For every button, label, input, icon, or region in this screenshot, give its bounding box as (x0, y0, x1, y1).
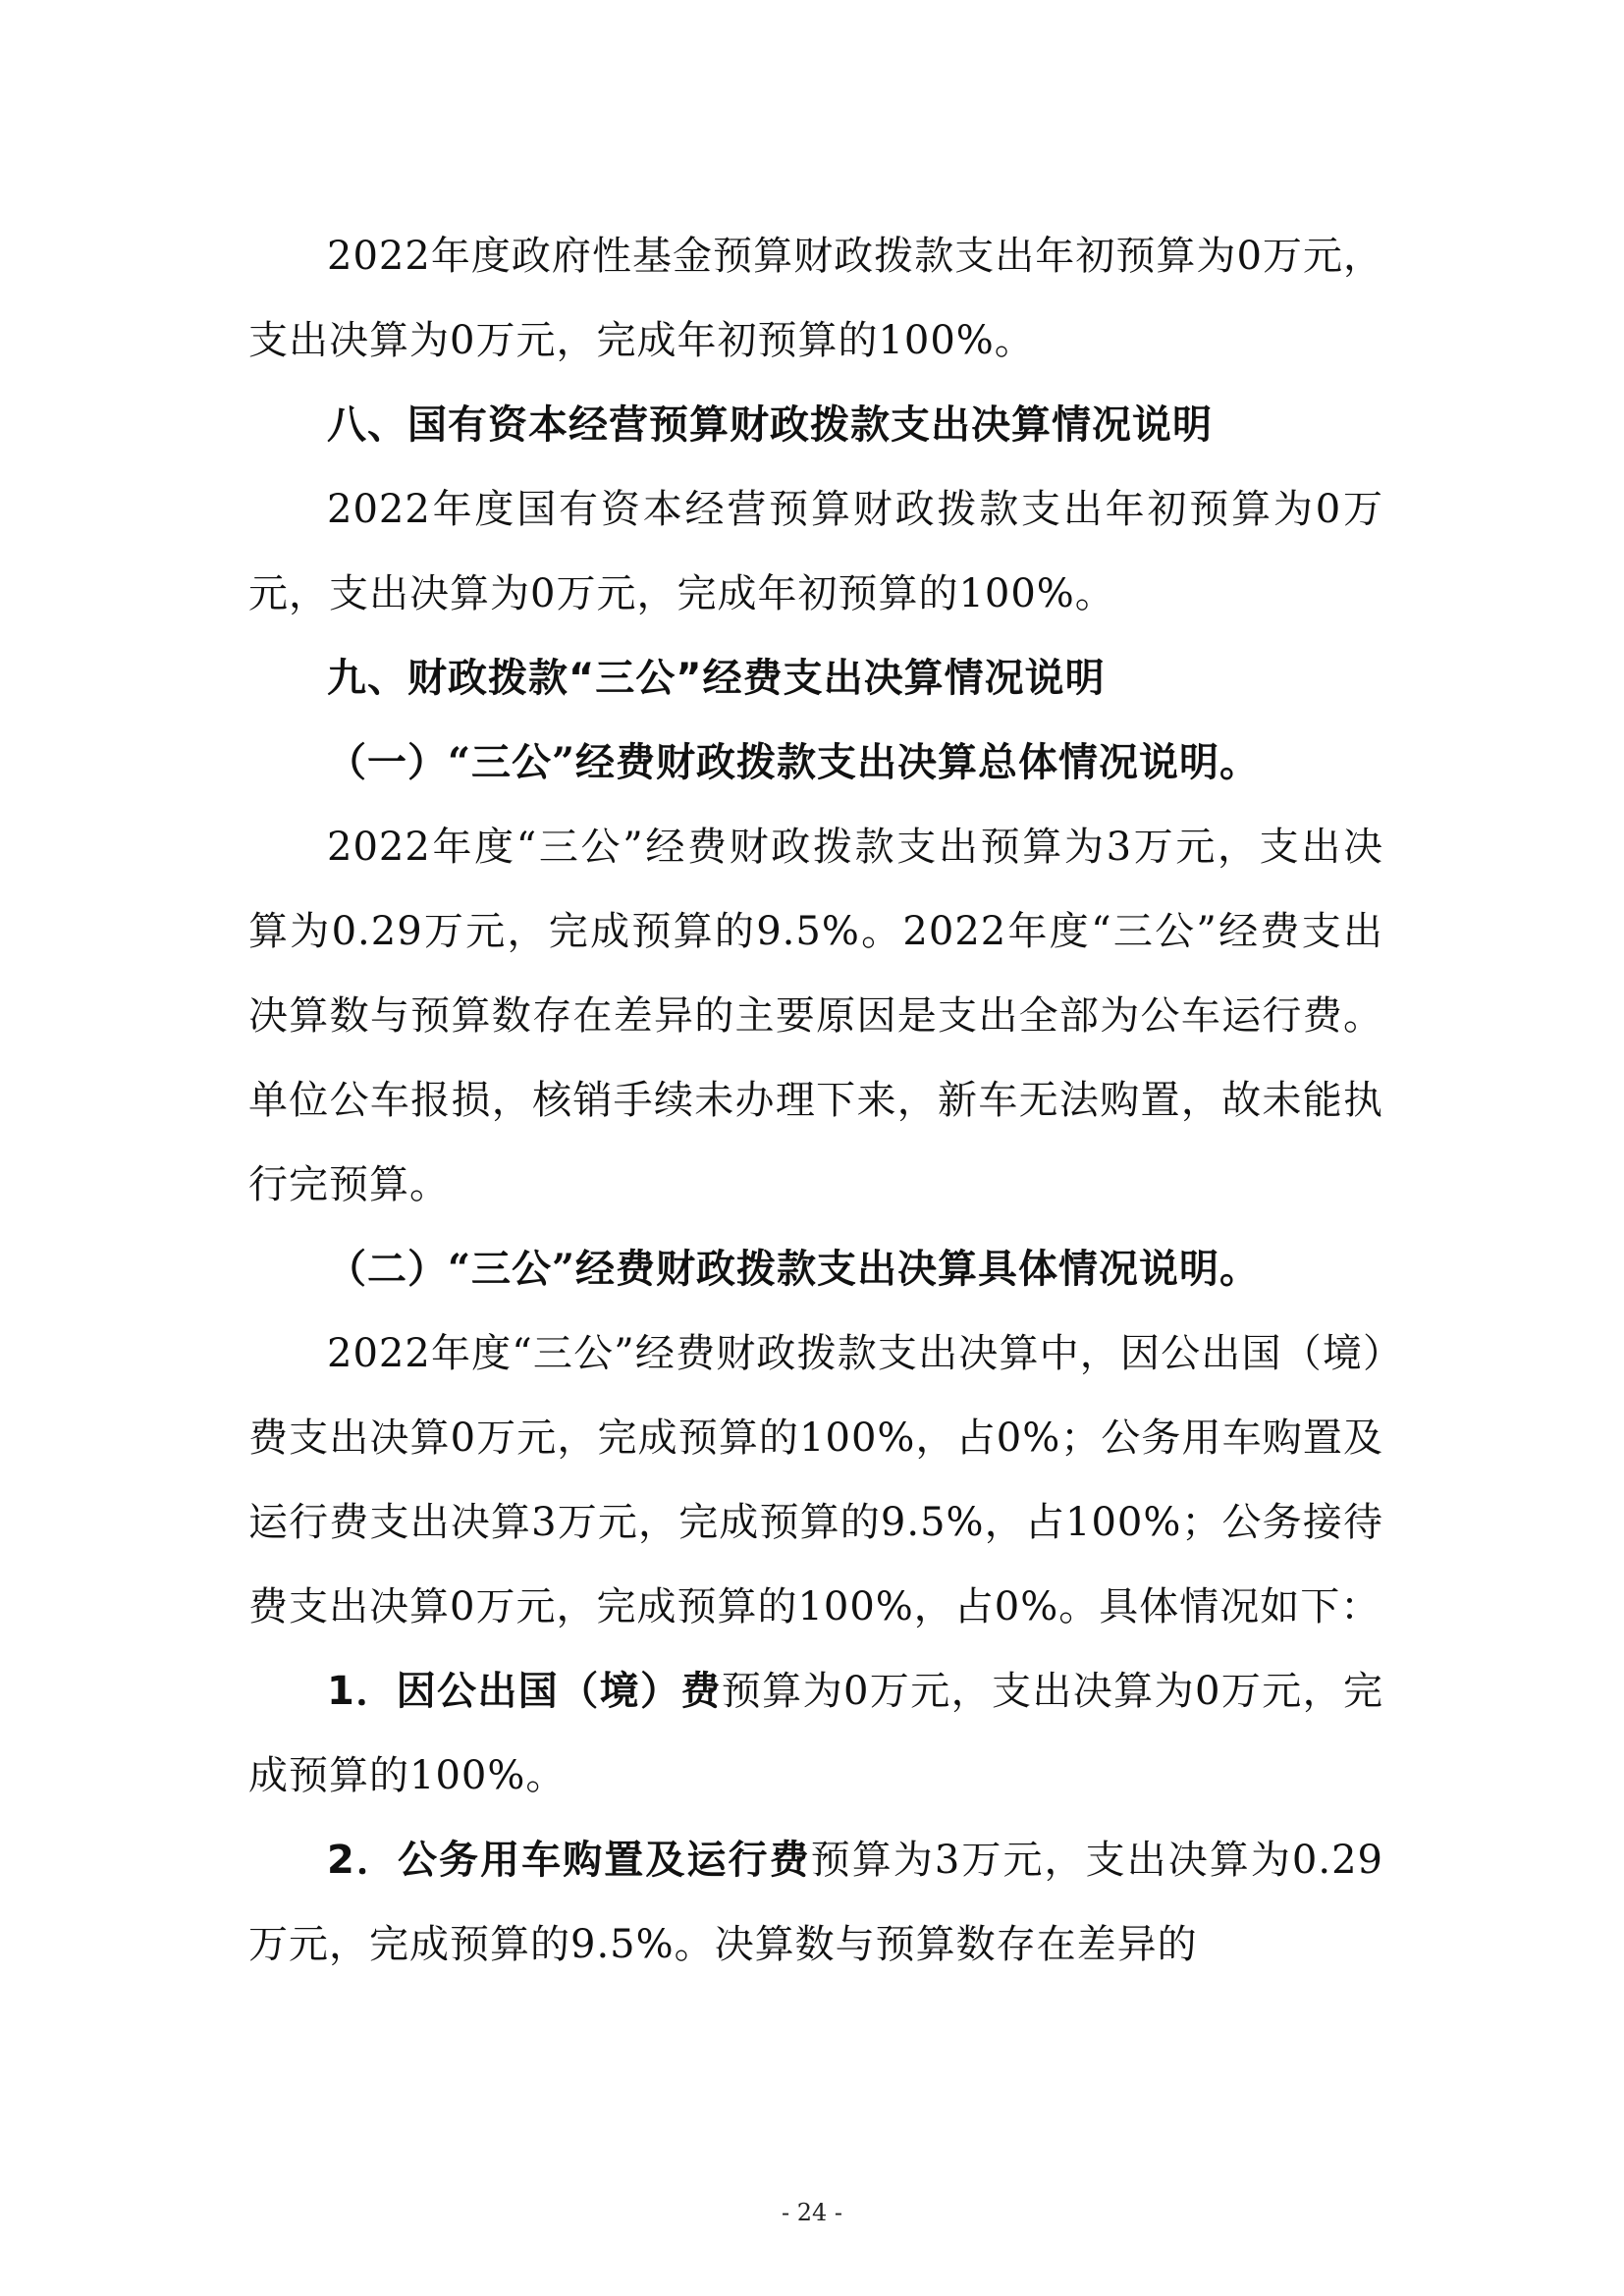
list-item-overseas-lead: 1．因公出国（境）费 (327, 1669, 722, 1714)
list-item-vehicle-text: 预算为3万元，支出决算为0.29万元，完成预算的9.5%。决算数与预算数存在差异的 (248, 1838, 1383, 1967)
section-heading-8: 八、国有资本经营预算财政拨款支出决算情况说明 (327, 402, 1213, 448)
paragraph-three-public-detail: 2022年度“三公”经费财政拨款支出决算中，因公出国（境）费支出决算0万元，完成预算的100%，占0%；公务用车购置及运行费支出决算3万元，完成预算的9.5%，占100%；公务接待费支出决算0万元，完成预算的100%，占0%。具体情况如下： (248, 1331, 1383, 1629)
page-content (248, 214, 1383, 1987)
section-heading-9: 九、财政拨款“三公”经费支出决算情况说明 (327, 656, 1106, 701)
page-number: - 24 - (781, 2199, 842, 2226)
paragraph-state-capital: 2022年度国有资本经营预算财政拨款支出年初预算为0万元，支出决算为0万元，完成年初预算的100%。 (248, 487, 1383, 616)
subsection-heading-1: （一）“三公”经费财政拨款支出决算总体情况说明。 (327, 739, 1261, 785)
list-item-overseas (248, 1649, 1383, 1818)
list-item-vehicle-lead: 2．公务用车购置及运行费 (327, 1838, 811, 1883)
list-item-vehicle (248, 1818, 1383, 1987)
list-item-overseas-text: 预算为0万元，支出决算为0万元，完成预算的100%。 (248, 1669, 1383, 1798)
paragraph-government-fund: 2022年度政府性基金预算财政拨款支出年初预算为0万元，支出决算为0万元，完成年初预算的100%。 (248, 234, 1383, 363)
subsection-heading-2: （二）“三公”经费财政拨款支出决算具体情况说明。 (327, 1246, 1261, 1292)
paragraph-three-public-overall: 2022年度“三公”经费财政拨款支出预算为3万元，支出决算为0.29万元，完成预算的9.5%。2022年度“三公”经费支出决算数与预算数存在差异的主要原因是支出全部为公车运行费。单位公车报损，核销手续未办理下来，新车无法购置，故未能执行完预算。 (248, 825, 1383, 1207)
